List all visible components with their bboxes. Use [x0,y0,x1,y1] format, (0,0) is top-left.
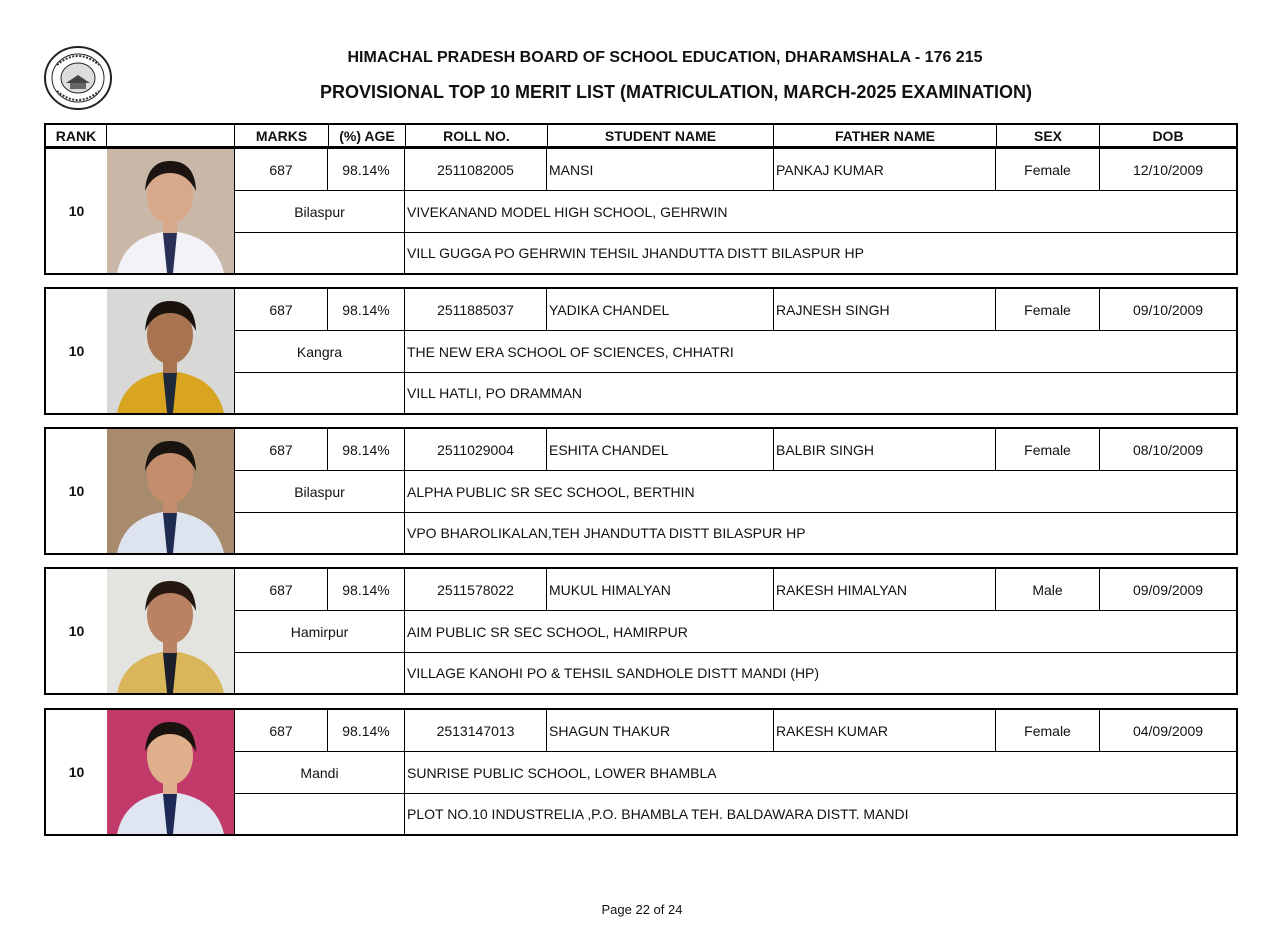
rank-value: 10 [68,764,85,780]
column-header-dob: DOB [1152,127,1184,144]
marks-value: 687 [269,581,293,598]
column-header-percent: (%) AGE [329,125,406,146]
student-photo-icon [107,710,234,834]
dob-value: 09/09/2009 [1132,581,1204,598]
marks-value: 687 [269,722,293,739]
student-photo-icon [107,149,234,273]
student-name: SHAGUN THAKUR [549,722,671,739]
marks-value: 687 [269,441,293,458]
column-header-roll: ROLL NO. [406,125,548,146]
page-subtitle: PROVISIONAL TOP 10 MERIT LIST (MATRICULATION, MARCH-2025 EXAMINATION) [319,82,1033,102]
dob-value: 08/10/2009 [1132,441,1204,458]
roll-number: 2511578022 [437,581,514,598]
merit-record [44,427,1238,555]
student-photo-icon [107,569,234,693]
school-address: PLOT NO.10 INDUSTRELIA ,P.O. BHAMBLA TEH. BALDAWARA DISTT. MANDI [407,806,909,822]
father-name: RAKESH HIMALYAN [776,581,907,598]
student-name: MUKUL HIMALYAN [549,581,671,598]
percent-value: 98.14% [342,301,390,318]
rank-value: 10 [68,483,85,499]
sex-value: Female [1024,722,1071,739]
student-name: MANSI [549,161,594,178]
school-address: VILL HATLI, PO DRAMMAN [407,385,583,401]
school-address: VILLAGE KANOHI PO & TEHSIL SANDHOLE DISTT MANDI (HP) [407,665,820,681]
school-name: AIM PUBLIC SR SEC SCHOOL, HAMIRPUR [407,623,688,640]
page-title: HIMACHAL PRADESH BOARD OF SCHOOL EDUCATION, DHARAMSHALA - 176 215 [347,49,983,66]
column-header-father: FATHER NAME [774,125,997,146]
roll-number: 2511029004 [437,441,514,458]
student-photo-icon [107,429,234,553]
father-name: RAKESH KUMAR [776,722,889,739]
sex-value: Female [1024,441,1071,458]
dob-value: 09/10/2009 [1132,301,1204,318]
district-value: Mandi [300,764,339,781]
rank-value: 10 [68,203,85,219]
dob-value: 04/09/2009 [1132,722,1204,739]
percent-value: 98.14% [342,441,390,458]
page-number: Page 22 of 24 [601,902,683,917]
column-header-student: STUDENT NAME [548,125,774,146]
student-photo-icon [107,289,234,413]
column-header-rank: RANK [46,125,107,146]
father-name: PANKAJ KUMAR [776,161,884,178]
merit-record [44,147,1238,275]
dob-value: 12/10/2009 [1132,161,1204,178]
column-header-photo [107,125,235,146]
district-value: Bilaspur [294,203,345,220]
marks-value: 687 [269,161,293,178]
roll-number: 2511885037 [437,301,514,318]
rank-value: 10 [68,343,85,359]
father-name: RAJNESH SINGH [776,301,890,318]
merit-record [44,287,1238,415]
school-address: VILL GUGGA PO GEHRWIN TEHSIL JHANDUTTA DISTT BILASPUR HP [407,245,864,261]
percent-value: 98.14% [342,722,390,739]
column-header-sex: SEX [997,125,1100,146]
percent-value: 98.14% [342,161,390,178]
school-address: VPO BHAROLIKALAN,TEH JHANDUTTA DISTT BILASPUR HP [407,525,806,541]
district-value: Bilaspur [294,483,345,500]
school-name: SUNRISE PUBLIC SCHOOL, LOWER BHAMBLA [407,764,717,781]
sex-value: Female [1024,161,1071,178]
roll-number: 2511082005 [437,161,514,178]
student-name: YADIKA CHANDEL [549,301,670,318]
marks-value: 687 [269,301,293,318]
school-name: ALPHA PUBLIC SR SEC SCHOOL, BERTHIN [407,483,695,500]
school-name: THE NEW ERA SCHOOL OF SCIENCES, CHHATRI [407,343,734,360]
student-name: ESHITA CHANDEL [549,441,669,458]
roll-number: 2513147013 [436,722,515,739]
father-name: BALBIR SINGH [776,441,875,458]
school-name: VIVEKANAND MODEL HIGH SCHOOL, GEHRWIN [407,203,728,220]
rank-value: 10 [68,623,85,639]
merit-record [44,567,1238,695]
sex-value: Female [1024,301,1071,318]
district-value: Hamirpur [290,623,349,640]
column-header-marks: MARKS [235,125,329,146]
district-value: Kangra [296,343,343,360]
sex-value: Male [1032,581,1063,598]
merit-record [44,708,1238,836]
percent-value: 98.14% [342,581,390,598]
table-header [44,123,1238,148]
